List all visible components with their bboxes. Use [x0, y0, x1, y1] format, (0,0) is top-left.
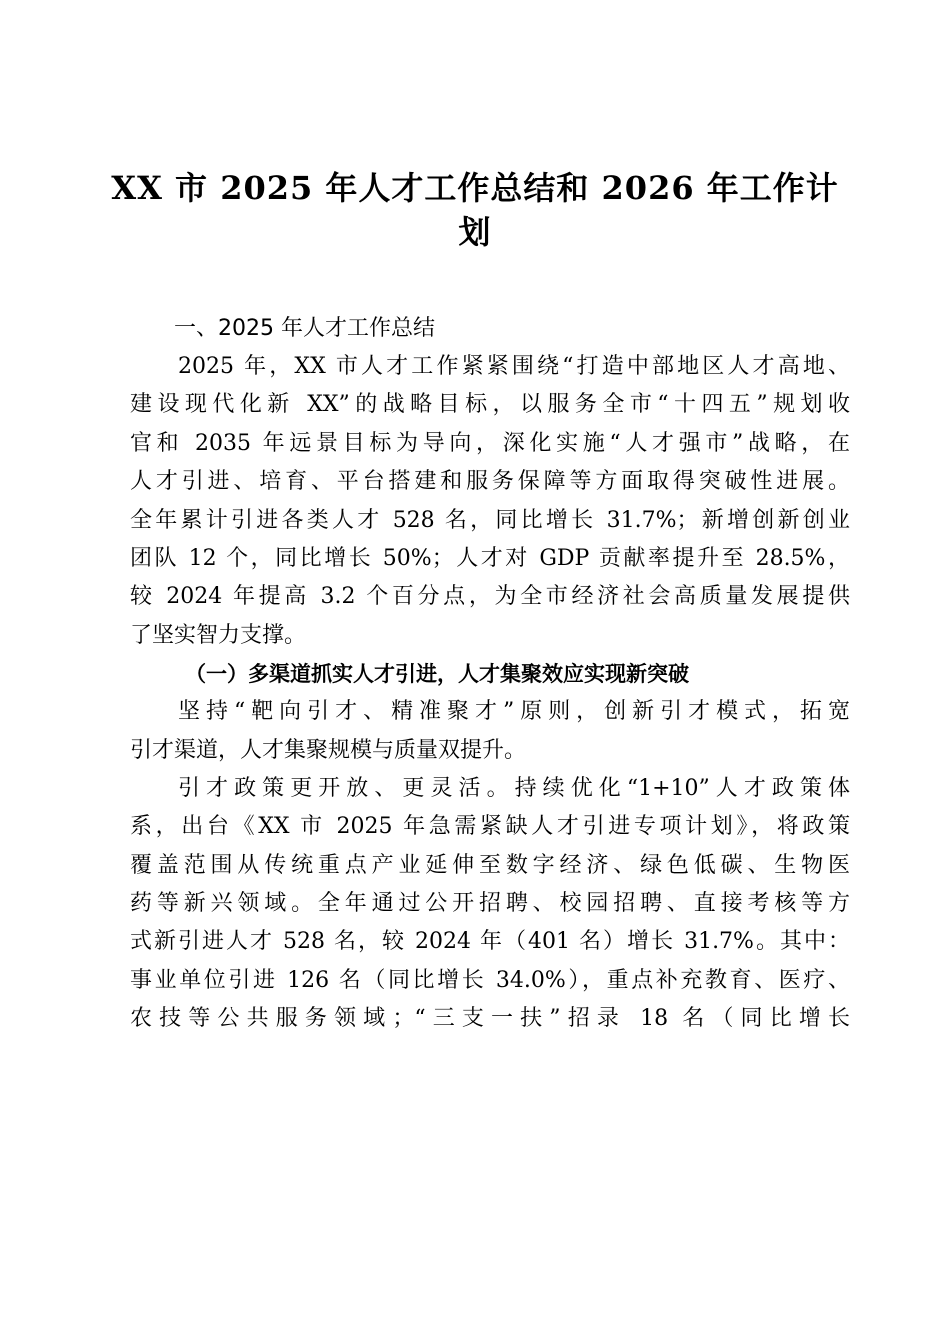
text-line: 系，出台《XX 市 2025 年急需紧缺人才引进专项计划》，将政策	[130, 814, 850, 840]
text-line: 坚持“靶向引才、精准聚才”原则，创新引才模式，拓宽	[178, 699, 850, 725]
subsection-heading: （一）多渠道抓实人才引进，人才集聚效应实现新突破	[185, 662, 689, 687]
text-line: 建设现代化新 XX”的战略目标，以服务全市“十四五”规划收	[130, 392, 850, 418]
text-line: 较 2024 年提高 3.2 个百分点，为全市经济社会高质量发展提供	[130, 584, 850, 610]
text-line: 2025 年，XX 市人才工作紧紧围绕“打造中部地区人才高地、	[178, 354, 850, 379]
paragraph-summary	[130, 348, 850, 655]
document-body	[130, 310, 850, 1039]
text-line: 人才引进、培育、平台搭建和服务保障等方面取得突破性进展。	[130, 469, 850, 495]
paragraph-approach	[130, 693, 850, 770]
text-line: 药等新兴领域。全年通过公开招聘、校园招聘、直接考核等方	[130, 891, 850, 917]
text-line: 全年累计引进各类人才 528 名，同比增长 31.7%；新增创新创业	[130, 507, 850, 533]
title-line-2: 划	[458, 213, 492, 251]
document-title	[60, 166, 890, 254]
text-line: 官和 2035 年远景目标为导向，深化实施“人才强市”战略，在	[130, 430, 850, 456]
text-line: 团队 12 个，同比增长 50%；人才对 GDP 贡献率提升至 28.5%，	[130, 545, 850, 571]
section-heading: 一、2025 年人才工作总结	[174, 316, 435, 341]
text-line: 覆盖范围从传统重点产业延伸至数字经济、绿色低碳、生物医	[130, 852, 850, 878]
text-line: 引才政策更开放、更灵活。持续优化“1+10”人才政策体	[178, 775, 850, 801]
paragraph-policy	[130, 770, 850, 1039]
text-line: 式新引进人才 528 名，较 2024 年（401 名）增长 31.7%。其中：	[130, 929, 850, 955]
text-line: 了坚实智力支撑。	[130, 622, 307, 648]
title-line-1: XX 市 2025 年人才工作总结和 2026 年工作计	[111, 169, 839, 207]
text-line: 事业单位引进 126 名（同比增长 34.0%），重点补充教育、医疗、	[130, 967, 850, 993]
text-line: 农技等公共服务领域；“三支一扶”招录 18 名（同比增长	[130, 1006, 850, 1032]
text-line: 引才渠道，人才集聚规模与质量双提升。	[130, 737, 527, 763]
